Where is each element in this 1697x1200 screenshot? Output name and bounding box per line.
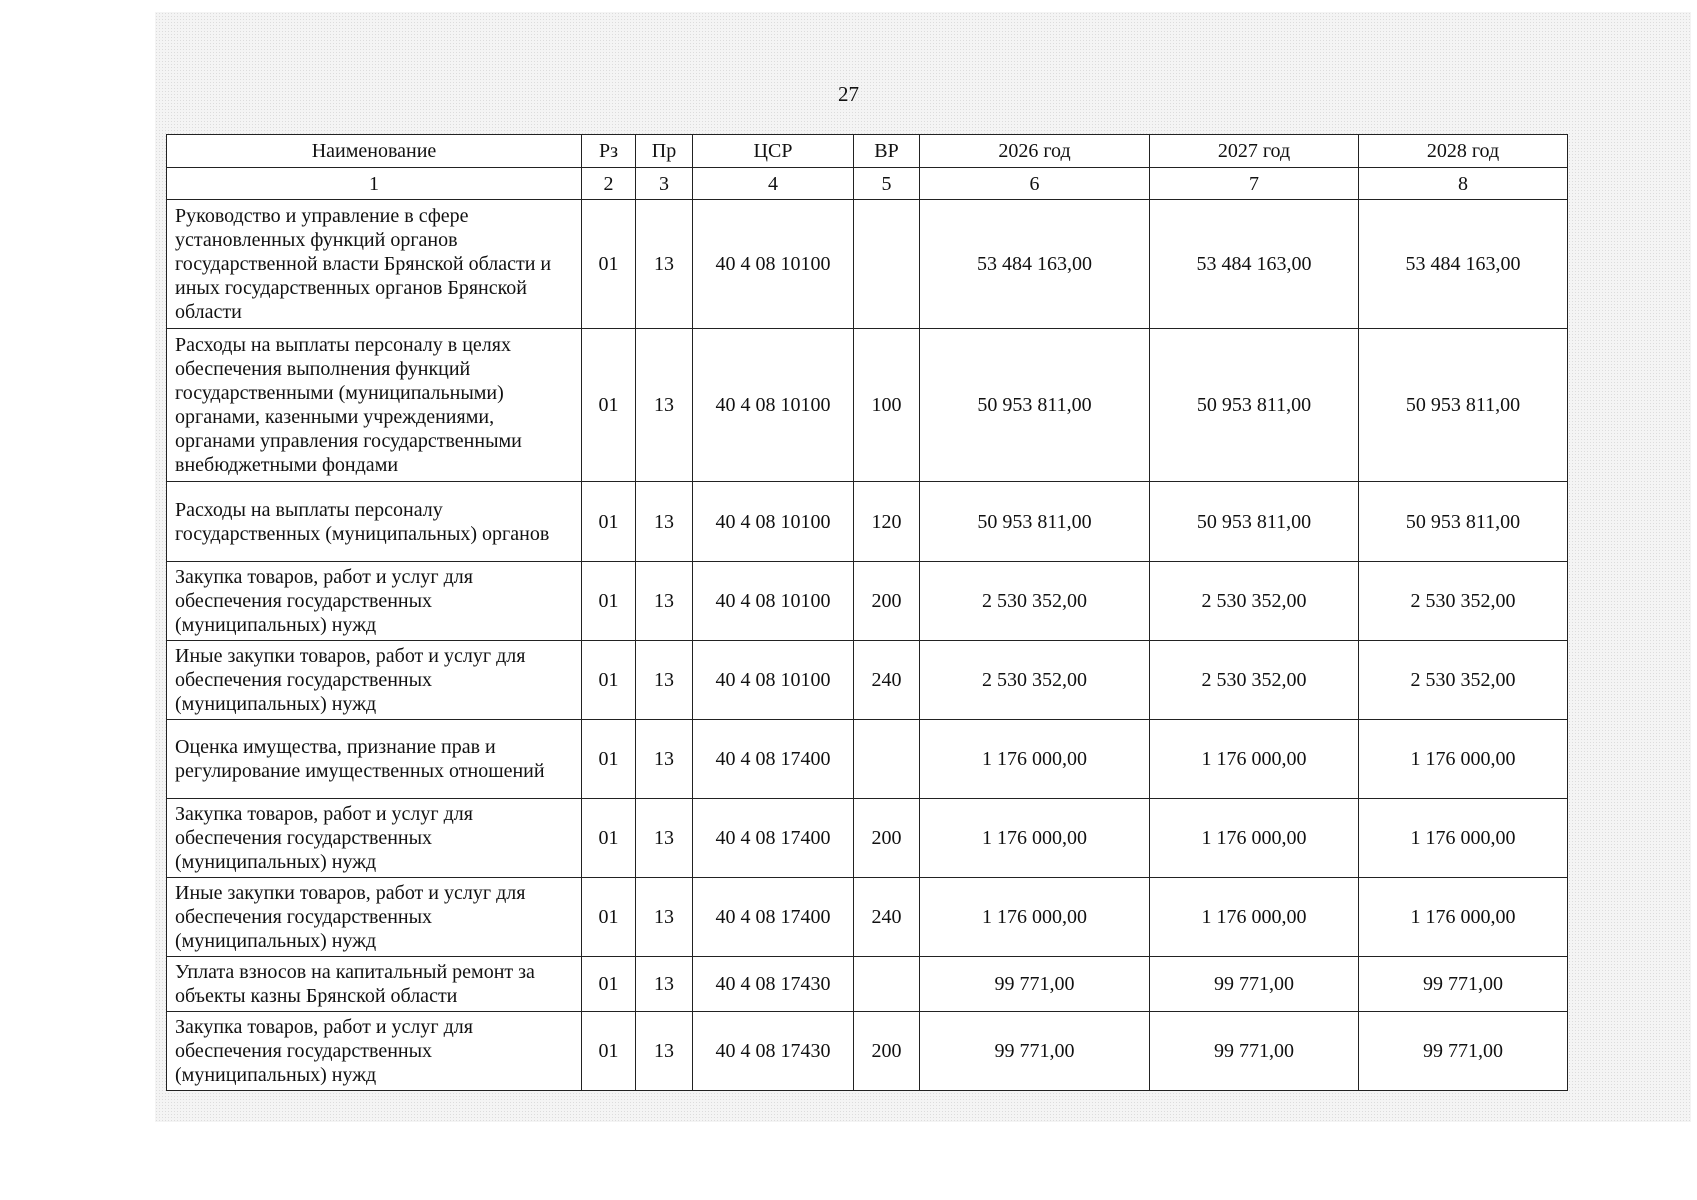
header-csr: ЦСР <box>693 135 854 168</box>
row-amount-2026: 2 530 352,00 <box>920 562 1150 641</box>
row-pr: 13 <box>636 562 693 641</box>
row-name: Руководство и управление в сфере установленных функций органов государственной власти Брянской области и иных государственных органов Брянской области <box>167 200 582 329</box>
table-row <box>167 641 1568 720</box>
row-csr: 40 4 08 17400 <box>693 878 854 957</box>
row-amount-2027: 2 530 352,00 <box>1150 641 1359 720</box>
row-amount-2027: 1 176 000,00 <box>1150 799 1359 878</box>
row-amount-2026: 50 953 811,00 <box>920 482 1150 562</box>
row-amount-2027: 53 484 163,00 <box>1150 200 1359 329</box>
column-number: 3 <box>636 168 693 200</box>
row-amount-2028: 99 771,00 <box>1359 957 1568 1012</box>
header-2028: 2028 год <box>1359 135 1568 168</box>
row-csr: 40 4 08 17400 <box>693 799 854 878</box>
row-amount-2026: 1 176 000,00 <box>920 720 1150 799</box>
row-rz: 01 <box>582 329 636 482</box>
header-2027: 2027 год <box>1150 135 1359 168</box>
row-pr: 13 <box>636 329 693 482</box>
row-amount-2028: 50 953 811,00 <box>1359 329 1568 482</box>
table-row <box>167 562 1568 641</box>
row-amount-2028: 99 771,00 <box>1359 1012 1568 1091</box>
row-vr <box>854 957 920 1012</box>
row-amount-2026: 99 771,00 <box>920 957 1150 1012</box>
row-amount-2026: 2 530 352,00 <box>920 641 1150 720</box>
row-amount-2028: 2 530 352,00 <box>1359 641 1568 720</box>
column-number: 1 <box>167 168 582 200</box>
row-csr: 40 4 08 17430 <box>693 957 854 1012</box>
row-name: Иные закупки товаров, работ и услуг для обеспечения государственных (муниципальных) нужд <box>167 641 582 720</box>
header-name: Наименование <box>167 135 582 168</box>
row-amount-2027: 99 771,00 <box>1150 1012 1359 1091</box>
row-vr: 200 <box>854 799 920 878</box>
row-vr <box>854 720 920 799</box>
row-amount-2026: 53 484 163,00 <box>920 200 1150 329</box>
row-amount-2028: 1 176 000,00 <box>1359 878 1568 957</box>
table-row <box>167 1012 1568 1091</box>
budget-table <box>166 134 1568 1091</box>
row-amount-2026: 1 176 000,00 <box>920 799 1150 878</box>
column-number-row <box>167 168 1568 200</box>
header-pr: Пр <box>636 135 693 168</box>
row-pr: 13 <box>636 641 693 720</box>
table-row <box>167 720 1568 799</box>
row-csr: 40 4 08 10100 <box>693 329 854 482</box>
row-amount-2028: 53 484 163,00 <box>1359 200 1568 329</box>
row-amount-2027: 1 176 000,00 <box>1150 720 1359 799</box>
row-csr: 40 4 08 10100 <box>693 200 854 329</box>
row-name: Закупка товаров, работ и услуг для обеспечения государственных (муниципальных) нужд <box>167 562 582 641</box>
row-amount-2028: 2 530 352,00 <box>1359 562 1568 641</box>
row-name: Расходы на выплаты персоналу государственных (муниципальных) органов <box>167 482 582 562</box>
row-pr: 13 <box>636 720 693 799</box>
row-rz: 01 <box>582 200 636 329</box>
row-name: Расходы на выплаты персоналу в целях обеспечения выполнения функций государственными (муниципальными) органами, казенными учреждениями, органами управления государственными внебюджетными фондами <box>167 329 582 482</box>
table-row <box>167 957 1568 1012</box>
row-amount-2026: 1 176 000,00 <box>920 878 1150 957</box>
row-rz: 01 <box>582 799 636 878</box>
row-csr: 40 4 08 10100 <box>693 562 854 641</box>
row-csr: 40 4 08 10100 <box>693 482 854 562</box>
row-amount-2027: 1 176 000,00 <box>1150 878 1359 957</box>
row-rz: 01 <box>582 562 636 641</box>
table-row <box>167 200 1568 329</box>
row-pr: 13 <box>636 1012 693 1091</box>
row-name: Уплата взносов на капитальный ремонт за объекты казны Брянской области <box>167 957 582 1012</box>
row-name: Закупка товаров, работ и услуг для обеспечения государственных (муниципальных) нужд <box>167 799 582 878</box>
row-amount-2026: 50 953 811,00 <box>920 329 1150 482</box>
table-row <box>167 799 1568 878</box>
row-amount-2028: 50 953 811,00 <box>1359 482 1568 562</box>
row-csr: 40 4 08 10100 <box>693 641 854 720</box>
header-rz: Рз <box>582 135 636 168</box>
row-amount-2027: 2 530 352,00 <box>1150 562 1359 641</box>
row-pr: 13 <box>636 957 693 1012</box>
header-row <box>167 135 1568 168</box>
column-number: 2 <box>582 168 636 200</box>
row-vr: 240 <box>854 641 920 720</box>
table-header <box>167 135 1568 200</box>
row-amount-2027: 50 953 811,00 <box>1150 482 1359 562</box>
row-pr: 13 <box>636 482 693 562</box>
row-amount-2028: 1 176 000,00 <box>1359 799 1568 878</box>
row-amount-2027: 99 771,00 <box>1150 957 1359 1012</box>
row-amount-2028: 1 176 000,00 <box>1359 720 1568 799</box>
row-rz: 01 <box>582 482 636 562</box>
column-number: 6 <box>920 168 1150 200</box>
column-number: 7 <box>1150 168 1359 200</box>
row-rz: 01 <box>582 1012 636 1091</box>
column-number: 5 <box>854 168 920 200</box>
row-vr <box>854 200 920 329</box>
table-row <box>167 482 1568 562</box>
row-name: Иные закупки товаров, работ и услуг для обеспечения государственных (муниципальных) нужд <box>167 878 582 957</box>
row-vr: 200 <box>854 1012 920 1091</box>
row-vr: 120 <box>854 482 920 562</box>
column-number: 8 <box>1359 168 1568 200</box>
row-vr: 200 <box>854 562 920 641</box>
column-number: 4 <box>693 168 854 200</box>
row-rz: 01 <box>582 957 636 1012</box>
row-pr: 13 <box>636 878 693 957</box>
row-amount-2026: 99 771,00 <box>920 1012 1150 1091</box>
row-name: Закупка товаров, работ и услуг для обеспечения государственных (муниципальных) нужд <box>167 1012 582 1091</box>
row-pr: 13 <box>636 200 693 329</box>
table-row <box>167 329 1568 482</box>
header-vr: ВР <box>854 135 920 168</box>
row-csr: 40 4 08 17430 <box>693 1012 854 1091</box>
row-name: Оценка имущества, признание прав и регулирование имущественных отношений <box>167 720 582 799</box>
row-pr: 13 <box>636 799 693 878</box>
header-2026: 2026 год <box>920 135 1150 168</box>
row-vr: 240 <box>854 878 920 957</box>
page-number: 27 <box>838 82 859 106</box>
row-csr: 40 4 08 17400 <box>693 720 854 799</box>
table-body <box>167 200 1568 1091</box>
table-row <box>167 878 1568 957</box>
row-amount-2027: 50 953 811,00 <box>1150 329 1359 482</box>
row-rz: 01 <box>582 878 636 957</box>
row-rz: 01 <box>582 720 636 799</box>
row-vr: 100 <box>854 329 920 482</box>
row-rz: 01 <box>582 641 636 720</box>
